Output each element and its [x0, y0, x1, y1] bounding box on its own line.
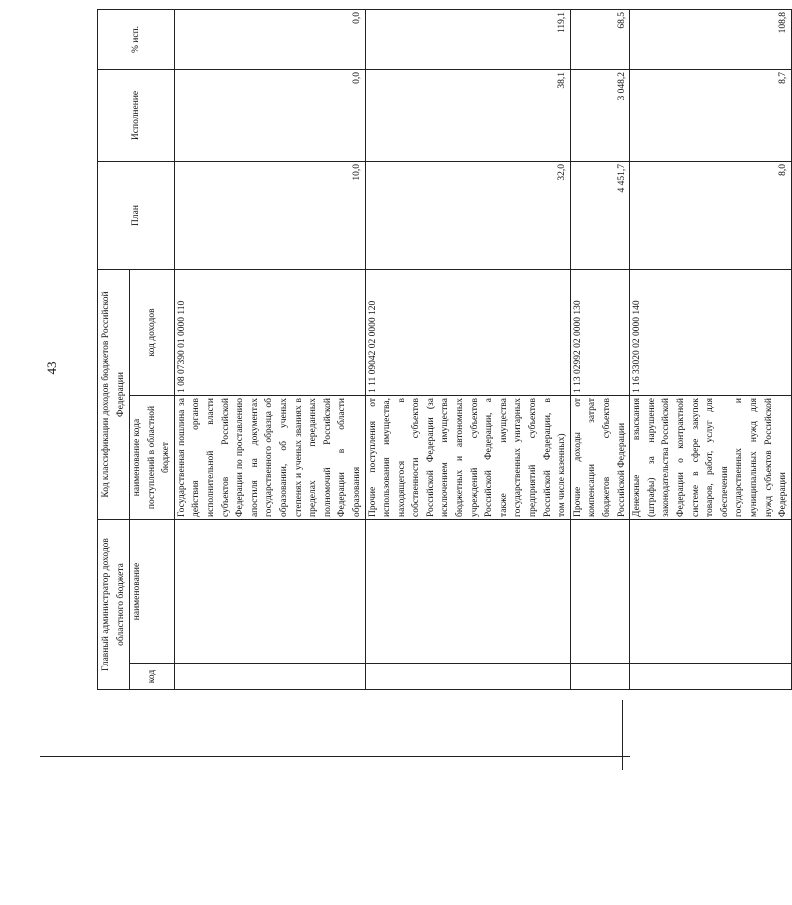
rotated-table-wrapper	[97, 10, 789, 690]
admin-code-cell	[630, 664, 792, 690]
execution-cell: 0,0	[174, 69, 365, 161]
revenue-name-cell: Прочие доходы от компенсации затрат бюджетов субъектов Российской Федерации	[570, 396, 629, 520]
admin-name-cell	[174, 520, 365, 664]
percent-cell: 0,0	[174, 9, 365, 69]
execution-header: Исполнение	[98, 69, 175, 161]
execution-cell: 3 048,2	[570, 69, 629, 161]
table-row	[570, 9, 629, 689]
percent-cell: 108,8	[630, 9, 792, 69]
revenue-name-cell: Денежные взыскания (штрафы) за нарушение законодательства Российской Федерации о контрактной системе в сфере закупок товаров, работ, услуг для обеспечения государственных и муниципальных нужд для нужд субъектов Российской Федерации	[630, 396, 792, 520]
revenue-code-cell: 1 11 09042 02 0000 120	[365, 269, 570, 395]
admin-name-cell	[630, 520, 792, 664]
percent-header: % исп.	[98, 9, 175, 69]
percent-cell: 68,5	[570, 9, 629, 69]
admin-code-cell	[365, 664, 570, 690]
table-row	[365, 9, 570, 689]
admin-name-cell	[365, 520, 570, 664]
plan-cell: 8,0	[630, 161, 792, 269]
admin-name-cell	[570, 520, 629, 664]
plan-header: План	[98, 161, 175, 269]
page-edge-line	[622, 700, 623, 770]
revenue-name-cell: Государственная пошлина за действия органов исполнительной власти субъектов Российской Федерации по проставлению апостиля на документах государственного образца об образовании, об ученых степенях и ученых званиях в пределах переданных полномочий Российской Федерации в области образования	[174, 396, 365, 520]
classif-code-header: код доходов	[130, 269, 175, 395]
execution-cell: 38,1	[365, 69, 570, 161]
header-row-1	[98, 9, 130, 689]
admin-name-header: наименование	[130, 520, 175, 664]
classif-name-header: наименование кода поступлений в областной бюджет	[130, 396, 175, 520]
page-number: 43	[44, 361, 59, 375]
page-divider-line	[40, 756, 630, 757]
admin-code-header: код	[130, 664, 175, 690]
revenue-name-cell: Прочие поступления от использования имущества, находящегося в собственности субъектов Российской Федерации (за исключением имущества бюджетных и автономных учреждений субъектов Российской Федерации, а также имущества государственных унитарных предприятий субъектов Российской Федерации, в том числе казенных)	[365, 396, 570, 520]
admin-group-header: Главный администратор доходов областного бюджета	[98, 520, 130, 690]
revenue-code-cell: 1 13 02992 02 0000 130	[570, 269, 629, 395]
plan-cell: 4 451,7	[570, 161, 629, 269]
table-row	[174, 9, 365, 689]
admin-code-cell	[174, 664, 365, 690]
table-row	[630, 9, 792, 689]
classification-group-header: Код классификации доходов бюджетов Российской Федерации	[98, 269, 130, 519]
execution-cell: 8,7	[630, 69, 792, 161]
admin-code-cell	[570, 664, 629, 690]
revenue-table	[97, 9, 792, 690]
revenue-code-cell: 1 16 33020 02 0000 140	[630, 269, 792, 395]
percent-cell: 119,1	[365, 9, 570, 69]
plan-cell: 32,0	[365, 161, 570, 269]
plan-cell: 10,0	[174, 161, 365, 269]
revenue-code-cell: 1 08 07390 01 0000 110	[174, 269, 365, 395]
